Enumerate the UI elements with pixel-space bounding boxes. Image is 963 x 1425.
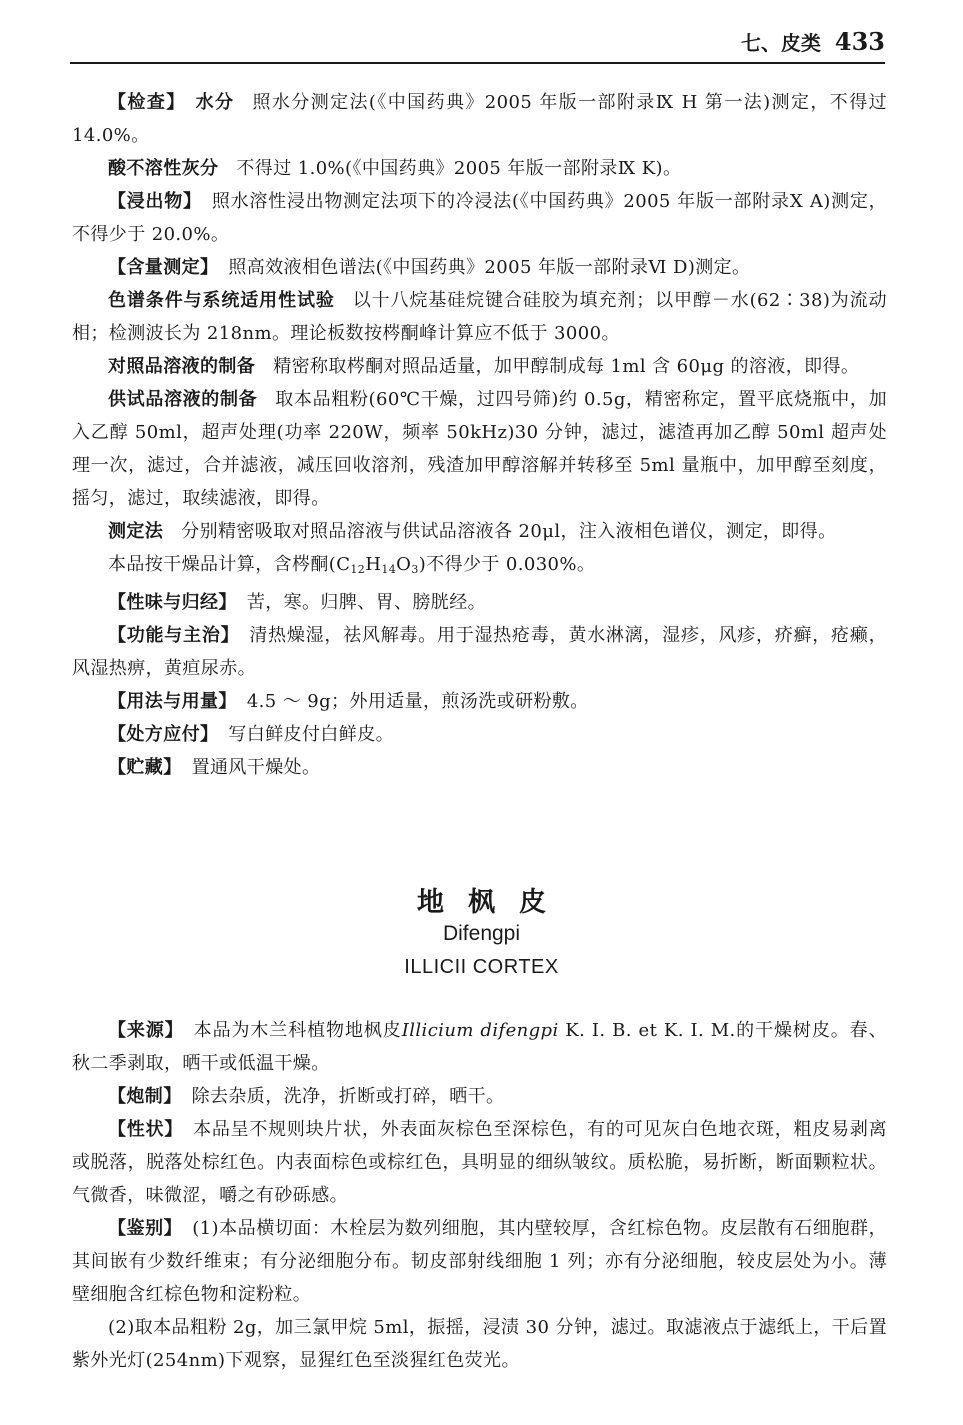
monograph-continued (72, 86, 887, 784)
paragraph: 【功能与主治】 清热燥湿，祛风解毒。用于湿热疮毒，黄水淋漓，湿疹，风疹，疥癣，疮癞，风湿热痹，黄疸尿赤。 (72, 625, 887, 679)
content-formula-paragraph: 本品按干燥品计算，含梣酮(C12H14O3)不得少于 0.030%。 (108, 554, 596, 576)
species-name: Illicium difengpi (401, 1020, 559, 1041)
entry-latin-name: ILLICII CORTEX (404, 956, 559, 978)
paragraph: 【性状】 本品呈不规则块片状，外表面灰棕色至深棕色，有的可见灰白色地衣斑，粗皮易剥离或脱落，脱落处棕红色。内表面棕色或棕红色，具明显的细纵皱纹。质松脆，易折断，断面颗粒状。气微香，味微涩，嚼之有砂砾感。 (72, 1119, 887, 1206)
paragraph: 【鉴别】 (1)本品横切面：木栓层为数列细胞，其内壁较厚，含红棕色物。皮层散有石细胞群，其间嵌有少数纤维束；有分泌细胞分布。韧皮部射线细胞 1 列；亦有分泌细胞，较皮层处为小。薄壁细胞含红棕色物和淀粉粒。 (72, 1218, 887, 1305)
paragraph: 【含量测定】 照高效液相色谱法(《中国药典》2005 年版一部附录Ⅵ D)测定。 (108, 257, 751, 278)
paragraph: 对照品溶液的制备 精密称取梣酮对照品适量，加甲醇制成每 1ml 含 60μg 的溶液，即得。 (108, 356, 860, 377)
paragraph: 【性味与归经】 苦，寒。归脾、胃、膀胱经。 (108, 592, 487, 613)
page-number: 433 (834, 27, 885, 56)
paragraph: 酸不溶性灰分 不得过 1.0%(《中国药典》2005 年版一部附录Ⅸ K)。 (108, 158, 682, 179)
paragraph: 供试品溶液的制备 取本品粗粉(60℃干燥，过四号筛)约 0.5g，精密称定，置平底烧瓶中，加入乙醇 50ml，超声处理(功率 220W，频率 50kHz)30 分钟，滤过，滤渣再加乙醇 50ml 超声处理一次，滤过，合并滤液，减压回收溶剂，残渣加甲醇溶解并转移至 5ml 量瓶中，加甲醇至刻度，摇匀，滤过，取续滤液，即得。 (72, 389, 887, 509)
paragraph: 【处方应付】 写白鲜皮付白鲜皮。 (108, 724, 395, 745)
paragraph: 【炮制】 除去杂质，洗净，折断或打碎，晒干。 (108, 1086, 505, 1107)
entry-title: 地枫皮 (417, 887, 570, 918)
paragraph: 测定法 分别精密吸取对照品溶液与供试品溶液各 20μl，注入液相色谱仪，测定，即得。 (108, 521, 837, 542)
entry-pinyin: Difengpi (442, 922, 521, 945)
paragraph: 【来源】 本品为木兰科植物地枫皮Illicium difengpi K. I. B. et K. I. M.的干燥树皮。春、秋二季剥取，晒干或低温干燥。 (72, 1020, 887, 1074)
paragraph: 【检查】 水分 照水分测定法(《中国药典》2005 年版一部附录Ⅸ H 第一法)测定，不得过 14.0%。 (72, 92, 887, 146)
paragraph: 【贮藏】 置通风干燥处。 (108, 757, 321, 778)
section-title: 七、皮类 (740, 31, 821, 55)
paragraph: 【浸出物】 照水溶性浸出物测定法项下的冷浸法(《中国药典》2005 年版一部附录Ⅹ A)测定，不得少于 20.0%。 (72, 191, 887, 245)
paragraph: (2)取本品粗粉 2g，加三氯甲烷 5ml，振摇，浸渍 30 分钟，滤过。取滤液点于滤纸上，干后置紫外光灯(254nm)下观察，显猩红色至淡猩红色荧光。 (72, 1317, 887, 1371)
running-header (70, 27, 885, 64)
paragraph: 【用法与用量】 4.5 ～ 9g；外用适量，煎汤洗或研粉敷。 (108, 691, 589, 712)
monograph-difengpi (72, 1014, 887, 1377)
paragraph: 色谱条件与系统适用性试验 以十八烷基硅烷键合硅胶为填充剂；以甲醇－水(62∶38)为流动相；检测波长为 218nm。理论板数按梣酮峰计算应不低于 3000。 (72, 290, 887, 344)
